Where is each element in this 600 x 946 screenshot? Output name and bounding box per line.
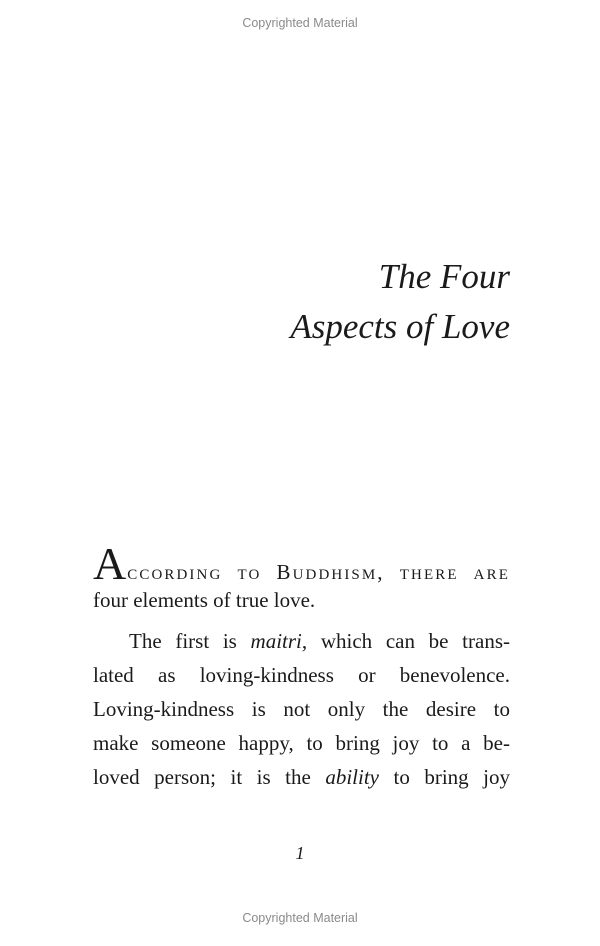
- paragraph-line-3: Loving-kindness is not only the desire to: [93, 697, 510, 721]
- opening-smallcaps: ccording to Buddhism, there are: [127, 560, 510, 584]
- chapter-title-line-1: The Four: [378, 257, 510, 296]
- chapter-title-line-2: Aspects of Love: [290, 307, 510, 346]
- copyright-watermark-top: Copyrighted Material: [242, 16, 358, 30]
- paragraph-line-1: [93, 624, 510, 658]
- page-number: 1: [295, 843, 305, 863]
- drop-cap: A: [93, 538, 127, 589]
- copyright-watermark-bottom: Copyrighted Material: [242, 911, 358, 925]
- paragraph-line-1-part-b: , which can be trans-: [301, 629, 510, 653]
- paragraph-line-5: [93, 760, 510, 794]
- paragraph-line-4: make someone happy, to bring joy to a be-: [93, 731, 510, 755]
- paragraph-line-5-part-a: loved person; it is the: [93, 765, 326, 789]
- opening-paragraph: [93, 538, 510, 617]
- term-maitri: maitri: [250, 629, 302, 653]
- opening-line-2: four elements of true love.: [93, 588, 316, 612]
- term-ability: ability: [325, 765, 379, 789]
- paragraph-line-5-part-b: to bring joy: [379, 765, 511, 789]
- paragraph-line-1-part-a: The first is: [129, 629, 251, 653]
- opening-line-1: [93, 538, 510, 589]
- body-paragraph: [93, 624, 510, 794]
- paragraph-line-2: lated as loving-kindness or benevolence.: [93, 663, 510, 687]
- chapter-title: [290, 252, 510, 352]
